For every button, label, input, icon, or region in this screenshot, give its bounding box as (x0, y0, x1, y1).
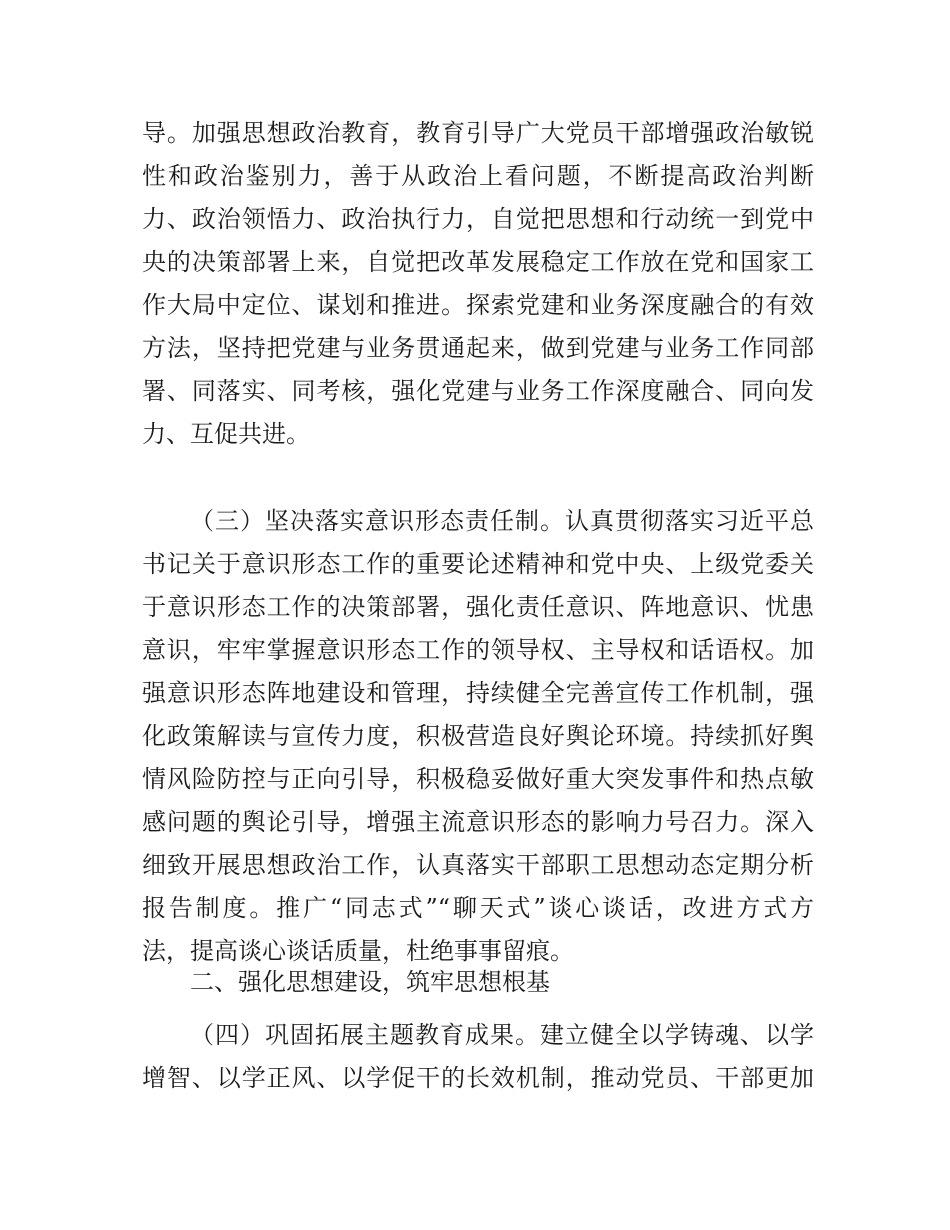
heading-text: 二、强化思想建设，筑牢思想根基 (190, 968, 550, 996)
text-line: 力、互促共进。 (142, 420, 310, 448)
text-line: 法，提高谈心谈话质量，杜绝事事留痕。 (142, 937, 574, 965)
text-line: 力、政治领悟力、政治执行力，自觉把思想和行动统一到党中 (142, 205, 814, 233)
text-line: 署、同落实、同考核，强化党建与业务工作深度融合、同向发 (142, 377, 814, 405)
text-line: 化政策解读与宣传力度，积极营造良好舆论环境。持续抓好舆 (142, 722, 814, 750)
text-line: 央的决策部署上来，自觉把改革发展稳定工作放在党和国家工 (142, 248, 814, 276)
text-line: 增智、以学正风、以学促干的长效机制，推动党员、干部更加 (142, 1064, 814, 1092)
text-line: （四）巩固拓展主题教育成果。建立健全以学铸魂、以学 (190, 1021, 814, 1049)
text-line: 导。加强思想政治教育，教育引导广大党员干部增强政治敏锐 (142, 119, 814, 147)
text-line: （三）坚决落实意识形态责任制。认真贯彻落实习近平总 (190, 507, 814, 535)
paragraph-party-building (142, 112, 814, 456)
text-line: 作大局中定位、谋划和推进。探索党建和业务深度融合的有效 (142, 291, 814, 319)
text-line: 意识，牢牢掌握意识形态工作的领导权、主导权和话语权。加 (142, 636, 814, 664)
text-line: 报告制度。推广“同志式”“聊天式”谈心谈话，改进方式方 (142, 894, 814, 922)
text-line: 强意识形态阵地建设和管理，持续健全完善宣传工作机制，强 (142, 679, 814, 707)
text-line: 性和政治鉴别力，善于从政治上看问题，不断提高政治判断 (142, 162, 814, 190)
paragraph-ideology-responsibility (142, 500, 814, 973)
text-line: 书记关于意识形态工作的重要论述精神和党中央、上级党委关 (142, 550, 814, 578)
section-heading (142, 961, 814, 1004)
text-line: 情风险防控与正向引导，积极稳妥做好重大突发事件和热点敏 (142, 765, 814, 793)
text-line: 感问题的舆论引导，增强主流意识形态的影响力号召力。深入 (142, 808, 814, 836)
paragraph-theme-education (142, 1014, 814, 1100)
text-line: 细致开展思想政治工作，认真落实干部职工思想动态定期分析 (142, 851, 814, 879)
text-line: 于意识形态工作的决策部署，强化责任意识、阵地意识、忧患 (142, 593, 814, 621)
text-line: 方法，坚持把党建与业务贯通起来，做到党建与业务工作同部 (142, 334, 814, 362)
